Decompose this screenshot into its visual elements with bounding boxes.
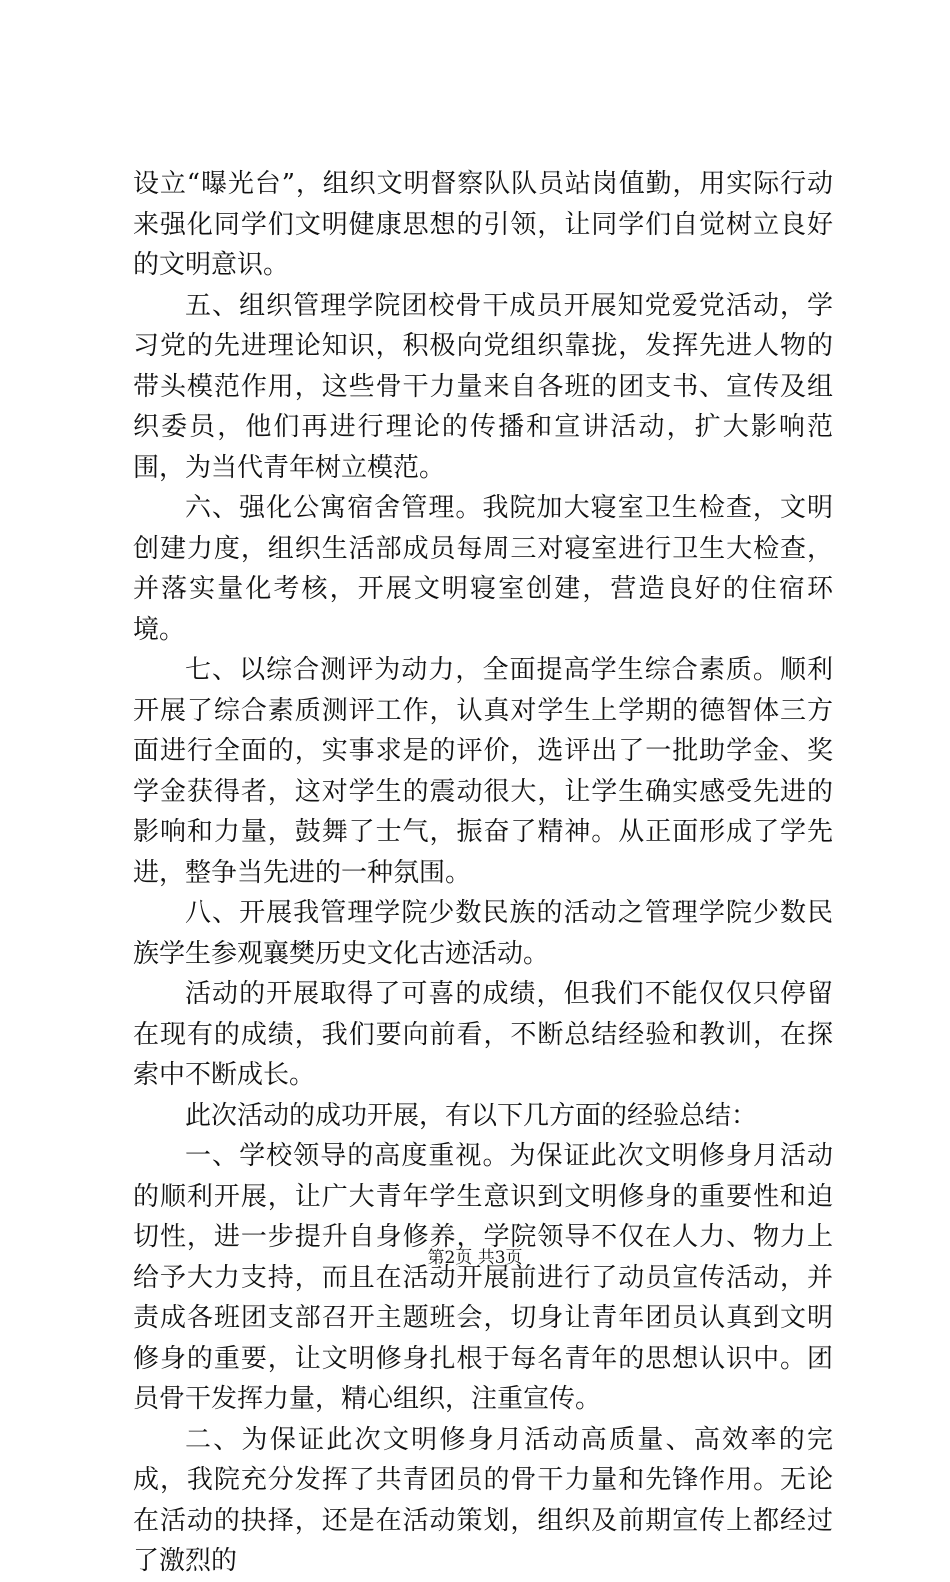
- paragraph-item-5: 五、组织管理学院团校骨干成员开展知党爱党活动，学习党的先进理论知识，积极向党组织靠拢，发挥先进人物的带头模范作用，这些骨干力量来自各班的团支书、宣传及组织委员，他们再进行理论的传播和宣讲活动，扩大影响范围，为当代青年树立模范。: [133, 290, 833, 483]
- paragraph-item-7: 七、以综合测评为动力，全面提高学生综合素质。顺利开展了综合素质测评工作，认真对学生上学期的德智体三方面进行全面的，实事求是的评价，选评出了一批助学金、奖学金获得者，这对学生的震动很大，让学生确实感受先进的影响和力量，鼓舞了士气，振奋了精神。从正面形成了学先进，整争当先进的一种氛围。: [133, 655, 833, 888]
- paragraph-item-8: 八、开展我管理学院少数民族的活动之管理学院少数民族学生参观襄樊历史文化古迹活动。: [133, 898, 833, 969]
- paragraph-item-6: 六、强化公寓宿舍管理。我院加大寝室卫生检查，文明创建力度，组织生活部成员每周三对寝室进行卫生大检查，并落实量化考核，开展文明寝室创建，营造良好的住宿环境。: [133, 493, 833, 645]
- paragraph-achievements: 活动的开展取得了可喜的成绩，但我们不能仅仅只停留在现有的成绩，我们要向前看，不断总结经验和教训，在探索中不断成长。: [133, 979, 833, 1090]
- paragraph-lesson-2: 二、为保证此次文明修身月活动高质量、高效率的完成，我院充分发挥了共青团员的骨干力量和先锋作用。无论在活动的抉择，还是在活动策划，组织及前期宣传上都经过了激烈的: [133, 1424, 833, 1576]
- page-footer: 第2页 共3页: [427, 1248, 523, 1268]
- document-body: [133, 164, 833, 1582]
- paragraph-continued: 设立“曝光台”，组织文明督察队队员站岗值勤，用实际行动来强化同学们文明健康思想的引领，让同学们自觉树立良好的文明意识。: [133, 169, 833, 280]
- paragraph-lesson-1: 一、学校领导的高度重视。为保证此次文明修身月活动的顺利开展，让广大青年学生意识到文明修身的重要性和迫切性，进一步提升自身修养，学院领导不仅在人力、物力上给予大力支持，而且在活动开展前进行了动员宣传活动，并责成各班团支部召开主题班会，切身让青年团员认真到文明修身的重要，让文明修身扎根于每名青年的思想认识中。团员骨干发挥力量，精心组织，注重宣传。: [133, 1141, 833, 1414]
- paragraph-summary-intro: 此次活动的成功开展，有以下几方面的经验总结：: [185, 1100, 758, 1131]
